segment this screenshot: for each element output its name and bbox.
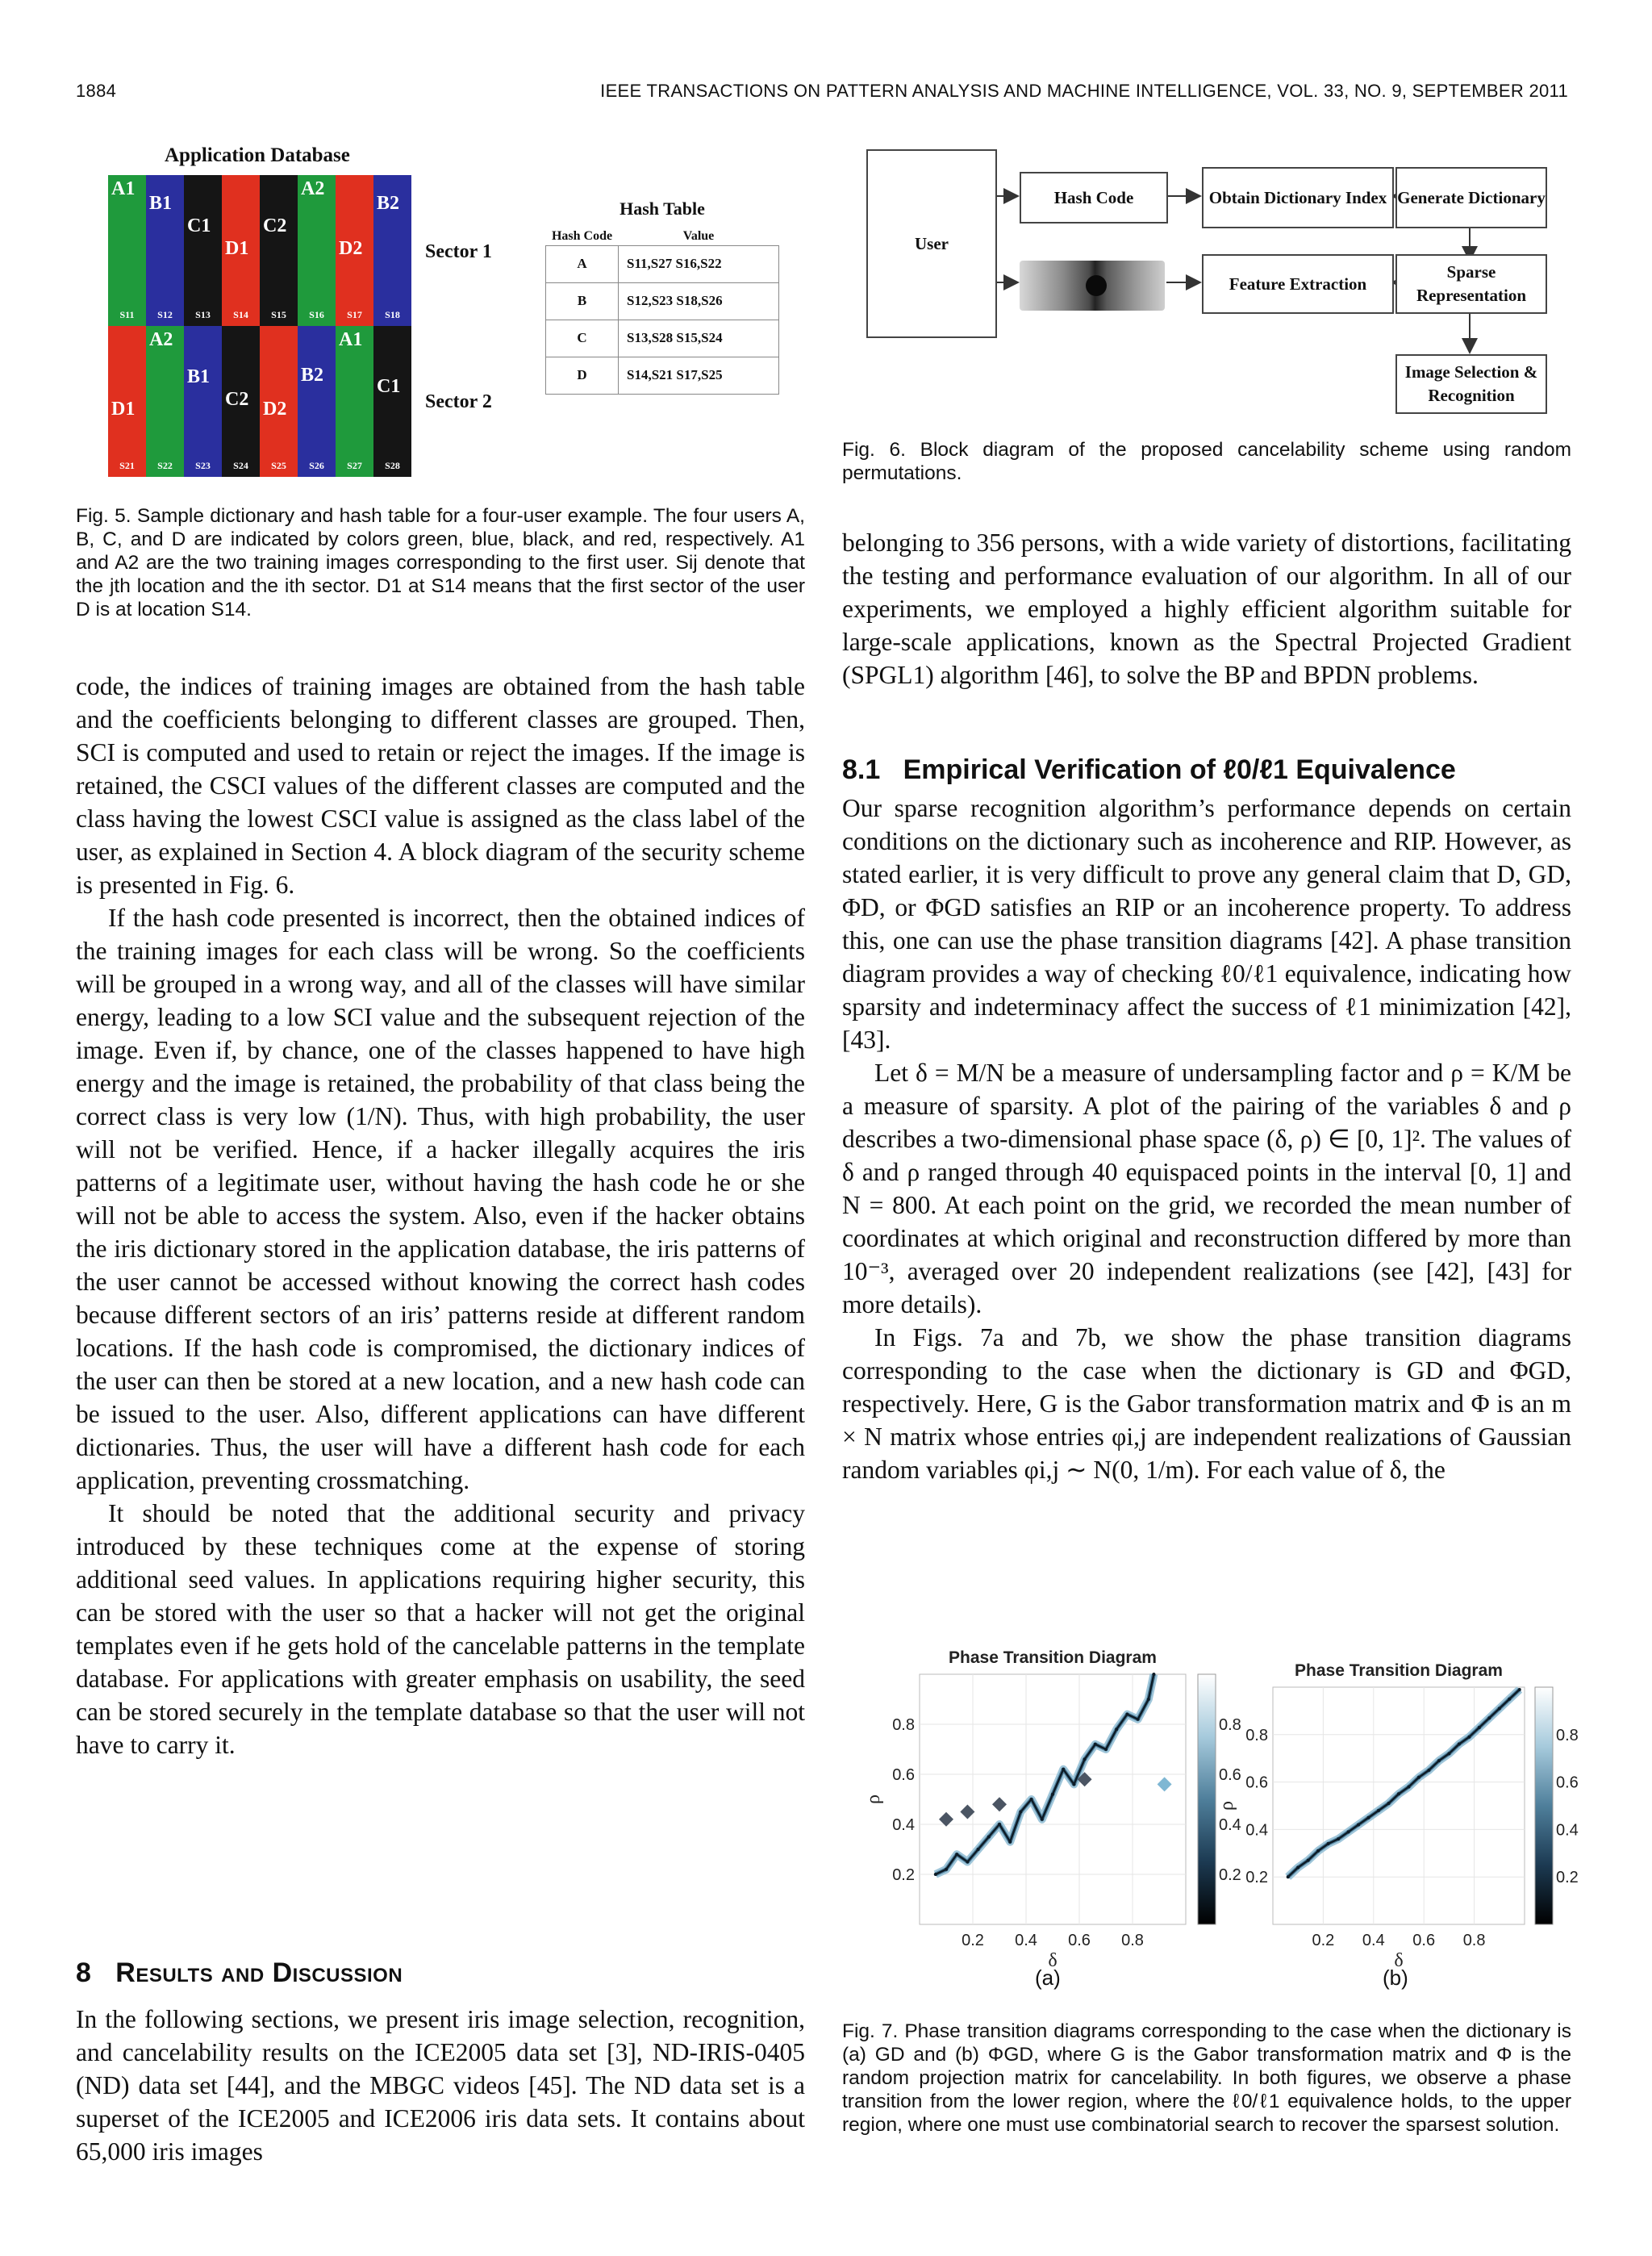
data-point — [1019, 1811, 1022, 1814]
data-point — [1125, 1713, 1128, 1716]
right-para-3: Let δ = M/N be a measure of undersampling factor and ρ = K/M be a measure of sparsity. A plot of the pairing of the variables δ and ρ describes a two-dimensional phase space (δ, ρ) ∈ [0, 1]². The values of δ and ρ ranged through 40 equispaced points in the interval [0, 1] and N = 800. At each point on the grid, we recorded the mean number of coordinates at which original and reconstruction differed by more than 10⁻³, averaged over 20 independent realizations (see [42], [43] for more details). — [842, 1059, 1571, 1318]
fig7-charts — [855, 1626, 1581, 1981]
cell-label: A1 — [111, 178, 136, 199]
x-tick-label: 0.4 — [1015, 1932, 1037, 1949]
cell-slot: S24 — [233, 460, 248, 471]
dictionary-cell — [222, 175, 260, 326]
data-point — [1296, 1865, 1299, 1869]
hash-table-title: Hash Table — [620, 198, 705, 219]
subsection-8-1-heading: 8.1 Empirical Verification of ℓ0/ℓ1 Equivalence — [842, 754, 1456, 785]
data-point — [1377, 1809, 1380, 1812]
data-point — [1307, 1859, 1310, 1862]
dictionary-cell — [336, 175, 373, 326]
fig7b-label: (b) — [1383, 1966, 1408, 1990]
data-point — [955, 1853, 958, 1856]
table-row: A S11,S27 S16,S22 — [546, 245, 779, 282]
dictionary-cell — [108, 326, 146, 477]
x-tick-label: 0.4 — [1362, 1932, 1385, 1949]
hash-col-code: Hash Code — [551, 228, 613, 243]
data-point — [1083, 1757, 1087, 1761]
cell-label: C2 — [225, 389, 249, 410]
data-point — [1316, 1849, 1320, 1853]
right-para-2: Our sparse recognition algorithm’s performance depends on certain conditions on the dictionary such as incoherence and RIP. However, as stated earlier, it is very difficult to prove any general claim that D, GD, ΦD, or ΦGD satisfies an RIP or an incoherence property. To address this, one can use the phase transition diagrams [42]. A phase transition diagram provides a way of checking ℓ0/ℓ1 equivalence, indicating how sparsity and indeterminacy affect the success of ℓ1 minimization [42], [43]. — [842, 794, 1571, 1054]
x-tick-label: 0.6 — [1068, 1932, 1091, 1949]
data-point — [1367, 1816, 1370, 1819]
cell-label: B2 — [301, 365, 324, 386]
cell-slot: S21 — [119, 460, 135, 471]
data-point — [945, 1868, 948, 1871]
section-8-heading: 8 Results and Discussion — [76, 1957, 403, 1988]
data-point — [1498, 1707, 1501, 1710]
y-tick-label: 0.6 — [892, 1766, 915, 1784]
colorbar-tick-label: 0.4 — [1219, 1816, 1241, 1834]
x-tick-label: 0.8 — [1121, 1932, 1144, 1949]
cell-label: D1 — [225, 238, 249, 259]
hash-table-block — [545, 198, 779, 395]
cell-label: C1 — [187, 215, 211, 236]
cell-slot: S26 — [309, 460, 324, 471]
fig5-title: Application Database — [165, 144, 350, 166]
dictionary-cell — [373, 175, 411, 326]
data-point — [1337, 1837, 1340, 1840]
colorbar — [1198, 1674, 1216, 1924]
cell-slot: S13 — [195, 309, 211, 320]
data-point — [1115, 1728, 1118, 1731]
sparse-representation-box: Sparse Representation — [1395, 254, 1547, 314]
x-tick-label: 0.6 — [1412, 1932, 1436, 1949]
left-para-1: code, the indices of training images are obtained from the hash table and the coefficients belonging to different classes are grouped. Then, SCI is computed and used to retain or reject the images. If the image is retained, the CSCI values of the different classes are computed and the class having the lowest CSCI value is assigned as the class label of the user, as explained in Section 4. A block diagram of the security scheme is presented in Fig. 6. — [76, 672, 805, 899]
colorbar-tick-label: 0.4 — [1556, 1821, 1579, 1840]
fig6-diagram — [866, 149, 1576, 416]
cell-slot: S25 — [271, 460, 286, 471]
data-point — [1072, 1782, 1075, 1786]
data-point — [1487, 1716, 1491, 1719]
y-tick-label: 0.2 — [1245, 1869, 1268, 1887]
colorbar-tick-label: 0.2 — [1556, 1869, 1579, 1887]
cell-label: B1 — [149, 193, 173, 214]
y-tick-label: 0.8 — [1245, 1726, 1268, 1744]
cell-label: D1 — [111, 399, 136, 420]
x-tick-label: 0.8 — [1462, 1932, 1486, 1949]
fig6-caption: Fig. 6. Block diagram of the proposed cancelability scheme using random permutations. — [842, 439, 1571, 484]
dictionary-cell — [146, 326, 184, 477]
cell-slot: S27 — [347, 460, 362, 471]
running-header: IEEE TRANSACTIONS ON PATTERN ANALYSIS AND MACHINE INTELLIGENCE, VOL. 33, NO. 9, SEPTEMBER 2011 — [600, 81, 1568, 101]
data-point — [1447, 1752, 1450, 1755]
data-point — [1478, 1726, 1481, 1729]
cell-label: B1 — [187, 366, 211, 387]
right-column-body — [842, 792, 1571, 1486]
y-tick-label: 0.6 — [1245, 1773, 1268, 1792]
dictionary-cell — [373, 326, 411, 477]
fig5-caption: Fig. 5. Sample dictionary and hash table for a four-user example. The four users A, B, C, and D are indicated by colors green, blue, black, and red, respectively. A1 and A2 are the two training images corresponding to the first user. Sij denote that the jth location and the ith sector. D1 at S14 means that the first sector of the user D is at location S14. — [76, 505, 805, 620]
data-point — [1458, 1743, 1461, 1746]
data-point — [1094, 1743, 1097, 1746]
data-point — [1008, 1840, 1012, 1844]
cell-label: A1 — [339, 329, 363, 350]
data-point — [1437, 1759, 1441, 1762]
hash-col-value: Value — [682, 228, 715, 243]
data-point — [966, 1861, 969, 1864]
cell-slot: S11 — [119, 309, 135, 320]
right-para-4: In Figs. 7a and 7b, we show the phase transition diagrams corresponding to the case when the dictionary is GD and ΦGD, respectively. Here, G is the Gabor transformation matrix and Φ is an m × N matrix whose entries φi,j are independent realizations of Gaussian random variables φi,j ∼ N(0, 1/m). For each value of δ, the — [842, 1323, 1571, 1484]
feature-extraction-box: Feature Extraction — [1202, 254, 1394, 314]
y-tick-label: 0.8 — [892, 1716, 915, 1734]
cell-label: D2 — [263, 399, 287, 420]
page-number: 1884 — [76, 81, 117, 101]
dictionary-cell — [298, 175, 336, 326]
data-point — [1357, 1824, 1360, 1827]
hash-code-box: Hash Code — [1020, 172, 1168, 224]
fig7-caption: Fig. 7. Phase transition diagrams corresponding to the case when the dictionary is (a) GD and (b) ΦGD, where G is the Gabor transformation matrix and Φ is the random projection matrix for cancelability. In both figures, we observe a phase transition from the lower region, where the ℓ0/ℓ1 equivalence holds, to the upper region, where one must use combinatorial search to recover the sparsest solution. — [842, 2020, 1571, 2136]
data-point — [977, 1848, 980, 1851]
x-axis-label: δ — [1394, 1950, 1404, 1971]
data-point — [998, 1823, 1001, 1826]
data-point — [1147, 1698, 1150, 1701]
sector1-label: Sector 1 — [425, 241, 492, 262]
colorbar-tick-label: 0.6 — [1556, 1773, 1579, 1792]
user-box: User — [866, 149, 997, 338]
dictionary-cell — [298, 326, 336, 477]
y-tick-label: 0.2 — [892, 1866, 915, 1884]
cell-slot: S14 — [233, 309, 248, 320]
data-point — [934, 1873, 937, 1876]
dictionary-cell — [336, 326, 373, 477]
obtain-index-box: Obtain Dictionary Index — [1202, 167, 1394, 228]
cell-label: A2 — [301, 178, 325, 199]
x-tick-label: 0.2 — [962, 1932, 984, 1949]
data-point — [1137, 1718, 1140, 1721]
cell-slot: S15 — [271, 309, 286, 320]
cell-slot: S18 — [385, 309, 400, 320]
data-point — [1104, 1748, 1108, 1751]
cell-label: D2 — [339, 238, 363, 259]
data-point — [1467, 1736, 1471, 1739]
hash-table — [545, 228, 779, 395]
left-para-3: It should be noted that the additional security and privacy introduced by these techniques come at the expense of storing additional seed values. In applications requiring higher security, this can be stored with the user so that a hacker will not get the original templates even if he gets hold of the cancelable patterns in the template database. For applications with greater emphasis on usability, the seed can be stored securely in the template database so that the user will not have to carry it. — [76, 1499, 805, 1759]
y-axis-label: ρ — [1216, 1801, 1237, 1811]
data-point — [1041, 1818, 1044, 1821]
x-axis-label: δ — [1048, 1950, 1058, 1971]
colorbar-tick-label: 0.8 — [1219, 1716, 1241, 1734]
chart-title: Phase Transition Diagram — [1295, 1661, 1503, 1680]
data-point — [1397, 1792, 1400, 1795]
generate-dictionary-box: Generate Dictionary — [1395, 167, 1547, 228]
dictionary-cell — [260, 175, 298, 326]
data-point — [1030, 1798, 1033, 1801]
data-point — [1287, 1875, 1290, 1878]
cell-slot: S28 — [385, 460, 400, 471]
image-selection-box: Image Selection & Recognition — [1395, 354, 1547, 414]
cell-slot: S12 — [157, 309, 173, 320]
colorbar — [1535, 1687, 1553, 1924]
table-row: D S14,S21 S17,S25 — [546, 357, 779, 394]
left-para-2: If the hash code presented is incorrect, then the obtained indices of the training images for each class will be wrong. So the coefficients will be grouped in a wrong way, and all of the classes will have similar energy, leading to a low SCI value and the subsequent rejection of the image. Even if, by chance, one of the classes happened to have high energy and the image is retained, the probability of that class being the correct class is very low (1/N). Thus, with high probability, the user will not be verified. Hence, if a hacker illegally acquires the iris patterns of a legitimate user, without having the hash code he or she will not be able to access the system. Also, even if the hacker obtains the iris dictionary stored in the application database, the iris patterns of the user cannot be accessed without knowing the correct hash codes because different sectors of an iris’ patterns reside at different random locations. If the hash code is compromised, the dictionary indices of the user can then be stored at a new location, and a new hash code can be issued to the user. Also, different applications can have different dictionaries. Thus, the user will have a different hash code for each application, preventing crossmatching. — [76, 904, 805, 1494]
cell-slot: S22 — [157, 460, 173, 471]
cell-label: C1 — [377, 376, 401, 397]
dictionary-cell — [146, 175, 184, 326]
dictionary-cell — [108, 175, 146, 326]
cell-slot: S23 — [195, 460, 211, 471]
cell-label: B2 — [377, 193, 400, 214]
table-row: B S12,S23 S18,S26 — [546, 282, 779, 320]
colorbar-tick-label: 0.6 — [1219, 1766, 1241, 1784]
data-point — [1152, 1673, 1155, 1676]
cell-label: C2 — [263, 215, 287, 236]
eye-image — [1020, 261, 1165, 311]
x-tick-label: 0.2 — [1312, 1932, 1335, 1949]
data-point — [1407, 1785, 1410, 1788]
dictionary-cell — [260, 326, 298, 477]
fig7a-label: (a) — [1035, 1966, 1061, 1990]
data-point — [1051, 1793, 1054, 1796]
cell-slot: S17 — [347, 309, 362, 320]
data-point — [1347, 1830, 1350, 1833]
data-point — [1062, 1768, 1065, 1771]
chart-title: Phase Transition Diagram — [949, 1648, 1157, 1667]
y-tick-label: 0.4 — [1245, 1821, 1268, 1840]
fig5-grid — [108, 175, 411, 478]
y-axis-label: ρ — [863, 1794, 884, 1804]
data-point — [1427, 1769, 1430, 1772]
left-para-4: In the following sections, we present iris image selection, recognition, and cancelability results on the ICE2005 data set [3], ND-IRIS-0405 (ND) data set [44], and the MBGC videos [45]. The ND data set is a superset of the ICE2005 and ICE2006 iris data sets. It contains about 65,000 iris images — [76, 2005, 805, 2166]
table-row: C S13,S28 S15,S24 — [546, 320, 779, 357]
cell-slot: S16 — [309, 309, 324, 320]
cell-label: A2 — [149, 329, 173, 350]
data-point — [1518, 1688, 1521, 1691]
dictionary-cell — [222, 326, 260, 477]
colorbar-tick-label: 0.2 — [1219, 1866, 1241, 1884]
data-point — [987, 1836, 991, 1839]
y-tick-label: 0.4 — [892, 1816, 915, 1834]
left-column — [76, 670, 805, 1761]
dictionary-cell — [184, 326, 222, 477]
right-para-1: belonging to 356 persons, with a wide variety of distortions, facilitating the testing and performance evaluation of our algorithm. In all of our experiments, we employed a highly efficient algorithm suitable for large-scale applications, known as the Spectral Projected Gradient (SPGL1) algorithm [46], to solve the BP and BPDN problems. — [842, 528, 1571, 689]
sector2-label: Sector 2 — [425, 391, 492, 412]
pupil-icon — [1086, 275, 1107, 296]
fig5-database — [108, 141, 560, 478]
data-point — [1508, 1698, 1511, 1701]
colorbar-tick-label: 0.8 — [1556, 1726, 1579, 1744]
data-point — [1327, 1842, 1330, 1845]
dictionary-cell — [184, 175, 222, 326]
data-point — [1387, 1802, 1391, 1805]
data-point — [1417, 1776, 1420, 1779]
